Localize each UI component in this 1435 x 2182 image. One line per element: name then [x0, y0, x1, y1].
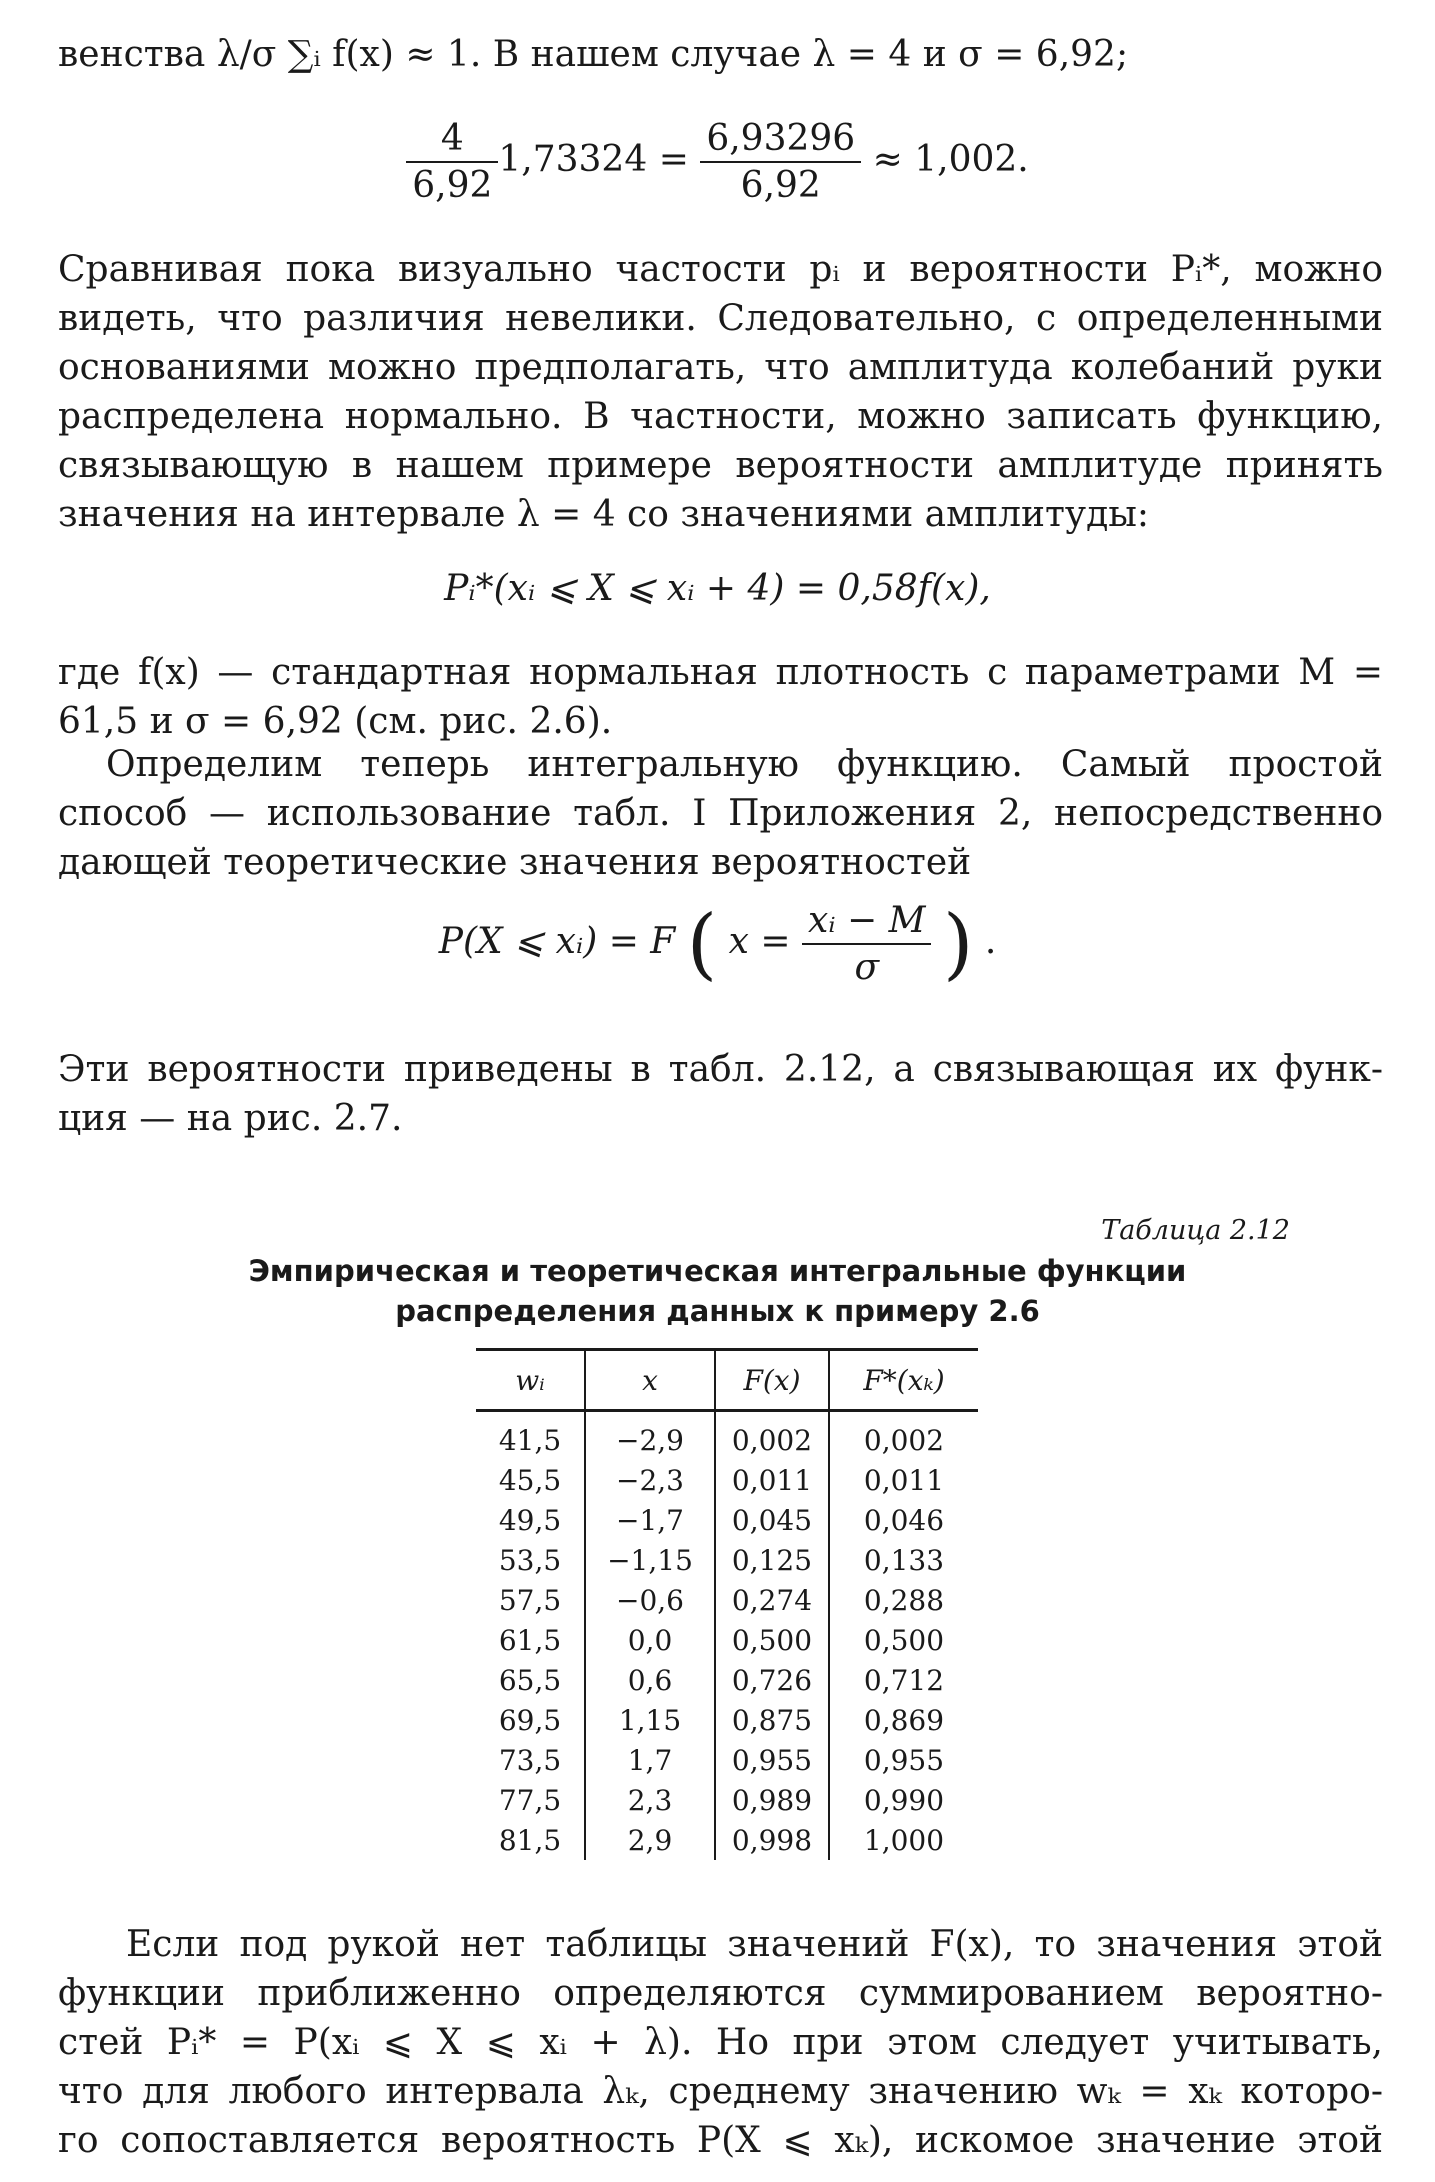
paragraph-comparison: [58, 245, 1383, 539]
table-header-cell: F(x): [715, 1350, 829, 1411]
table-header-cell: F*(xₖ): [829, 1350, 978, 1411]
table-cell: 0,998: [715, 1820, 829, 1860]
fraction-numerator: xᵢ − M: [802, 900, 931, 945]
paragraph-table-reference: [58, 1045, 1383, 1143]
paragraph-line: что для любого интервала λₖ, среднему значению wₖ = xₖ которо-: [58, 2071, 1383, 2112]
paragraph-line: стей Pᵢ* = P(xᵢ ⩽ X ⩽ xᵢ + λ). Но при этом следует учитывать,: [58, 2022, 1383, 2063]
table-cell: 1,15: [585, 1700, 715, 1740]
fraction-denominator: 6,92: [740, 165, 821, 206]
table-header-cell: wᵢ: [476, 1350, 585, 1411]
table-row: [476, 1660, 978, 1700]
formula-middle: 1,73324 =: [498, 139, 689, 180]
table-cell: 0,002: [715, 1411, 829, 1461]
formula-cdf: [0, 900, 1435, 988]
table-cell: 41,5: [498, 1423, 562, 1457]
table-cell: 53,5: [498, 1543, 562, 1577]
table-cell: 61,5: [498, 1623, 562, 1657]
paragraph-line: 61,5 и σ = 6,92 (см. рис. 2.6).: [58, 701, 613, 742]
table-cell: 0,875: [715, 1700, 829, 1740]
fraction-denominator: 6,92: [412, 165, 493, 206]
open-paren: (: [686, 899, 718, 989]
text-line-1: венства λ/σ ∑ᵢ f(x) ≈ 1. В нашем случае λ = 4 и σ = 6,92;: [58, 34, 1129, 75]
paragraph-line: видеть, что различия невелики. Следовательно, с определенными: [58, 298, 1383, 339]
table-title-line-2: распределения данных к примеру 2.6: [395, 1294, 1040, 1328]
table-cell: 69,5: [498, 1703, 562, 1737]
table-row: [476, 1460, 978, 1500]
table-cell: 57,5: [498, 1583, 562, 1617]
table-cell: −1,15: [585, 1540, 715, 1580]
fraction-sum-over-sigma: [700, 118, 861, 206]
table-cell: 0,955: [715, 1740, 829, 1780]
fraction-numerator: 6,93296: [700, 118, 861, 163]
paragraph-line: где f(x) — стандартная нормальная плотность с параметрами M =: [58, 652, 1383, 693]
table-cell: 2,3: [585, 1780, 715, 1820]
table-cell: 0,955: [829, 1740, 978, 1780]
table-cell: 81,5: [498, 1823, 562, 1857]
table-row: [476, 1500, 978, 1540]
paragraph-density-definition: [58, 648, 1383, 746]
table-cell: 0,288: [829, 1580, 978, 1620]
formula-probability-density: Pᵢ*(xᵢ ⩽ X ⩽ xᵢ + 4) = 0,58f(x),: [444, 568, 991, 609]
table-cell: 0,500: [829, 1620, 978, 1660]
fraction-denominator: σ: [854, 947, 880, 988]
table-row: [476, 1580, 978, 1620]
table-cell: 0,500: [715, 1620, 829, 1660]
table-cell: 73,5: [498, 1743, 562, 1777]
formula-normalization-check: [0, 118, 1435, 206]
table-title-line-1: Эмпирическая и теоретическая интегральные функции: [248, 1254, 1187, 1288]
table-cell: 65,5: [498, 1663, 562, 1697]
paragraph-line: Сравнивая пока визуально частости pᵢ и вероятности Pᵢ*, можно: [58, 249, 1383, 290]
table-header-row: [476, 1350, 978, 1411]
formula-x-equals: x =: [728, 921, 791, 962]
table-cell: 0,133: [829, 1540, 978, 1580]
formula-result: ≈ 1,002.: [872, 139, 1029, 180]
data-table: [476, 1348, 978, 1860]
table-cell: 0,990: [829, 1780, 978, 1820]
paragraph-line: функции приближенно определяются суммированием вероятно-: [58, 1973, 1383, 2014]
table-cell: 0,011: [829, 1460, 978, 1500]
paragraph-line: Определим теперь интегральную функцию. Самый простой: [106, 744, 1383, 785]
paragraph-line: Эти вероятности приведены в табл. 2.12, а связывающая их функ-: [58, 1049, 1383, 1090]
table-cell: 0,712: [829, 1660, 978, 1700]
paragraph-line: основаниями можно предполагать, что амплитуда колебаний руки: [58, 347, 1383, 388]
table-cell: −1,7: [585, 1500, 715, 1540]
table-row: [476, 1820, 978, 1860]
table-caption: Таблица 2.12: [1101, 1215, 1290, 1246]
table-cell: −2,3: [585, 1460, 715, 1500]
formula-lhs: P(X ⩽ xᵢ) = F: [438, 921, 676, 962]
table-header-cell: x: [585, 1350, 715, 1411]
table-row: [476, 1780, 978, 1820]
close-paren: ): [942, 899, 974, 989]
table-cell: 1,000: [829, 1820, 978, 1860]
table-row: [476, 1411, 978, 1461]
table-cell: −2,9: [585, 1411, 715, 1461]
table-row: [476, 1540, 978, 1580]
table-cell: 0,0: [585, 1620, 715, 1660]
paragraph-line: Если под рукой нет таблицы значений F(x), то значения этой: [126, 1924, 1383, 1965]
table-cell: 77,5: [498, 1783, 562, 1817]
table-cell: 1,7: [585, 1740, 715, 1780]
fraction-standardized: [802, 900, 931, 988]
table-cell: 0,002: [829, 1411, 978, 1461]
paragraph-line: го сопоставляется вероятность P(X ⩽ xₖ), искомое значение этой: [58, 2120, 1383, 2161]
table-cell: −0,6: [585, 1580, 715, 1620]
table-cell: 0,6: [585, 1660, 715, 1700]
table-cell: 2,9: [585, 1820, 715, 1860]
table-cell: 0,869: [829, 1700, 978, 1740]
table-cell: 0,274: [715, 1580, 829, 1620]
table-cell: 0,011: [715, 1460, 829, 1500]
fraction-4-over-sigma: [406, 118, 498, 206]
paragraph-line: связывающую в нашем примере вероятности амплитуде принять: [58, 445, 1383, 486]
paragraph-approximation: [58, 1920, 1383, 2165]
paragraph-line: способ — использование табл. I Приложения 2, непосредственно: [58, 793, 1383, 834]
table-row: [476, 1620, 978, 1660]
paragraph-integral-function: [58, 740, 1383, 887]
table-cell: 0,046: [829, 1500, 978, 1540]
table-cell: 0,125: [715, 1540, 829, 1580]
paragraph-line: ция — на рис. 2.7.: [58, 1098, 403, 1139]
table-cell: 49,5: [498, 1503, 562, 1537]
paragraph-line: значения на интервале λ = 4 со значениями амплитуды:: [58, 494, 1150, 535]
table-row: [476, 1700, 978, 1740]
paragraph-line: распределена нормально. В частности, можно записать функцию,: [58, 396, 1383, 437]
table-row: [476, 1740, 978, 1780]
table-cell: 45,5: [498, 1463, 562, 1497]
paragraph-line: дающей теоретические значения вероятностей: [58, 842, 972, 883]
formula-period: .: [984, 921, 997, 962]
table-cell: 0,726: [715, 1660, 829, 1700]
table-cell: 0,989: [715, 1780, 829, 1820]
table-cell: 0,045: [715, 1500, 829, 1540]
fraction-numerator: 4: [406, 118, 498, 163]
